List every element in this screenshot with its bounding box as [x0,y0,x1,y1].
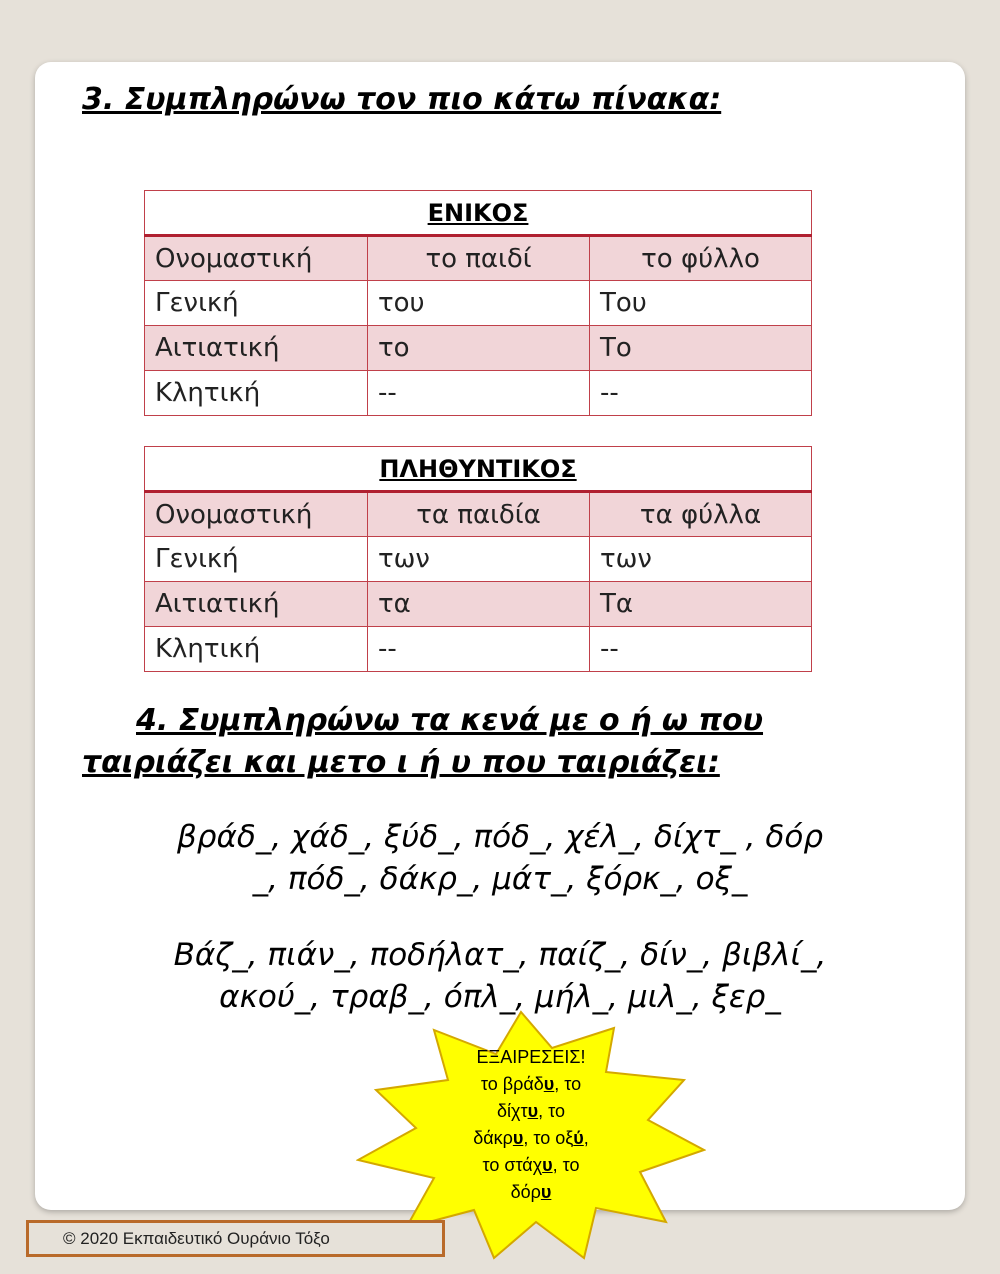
exception-line: το στάχυ, το [482,1155,580,1175]
table-cell: Το [590,326,812,371]
case-label: Αιτιατική [145,326,368,371]
exceptions-text [426,1044,636,1206]
table-cell: του [368,281,590,326]
exception-line: δίχτυ, το [497,1101,565,1121]
word-list-line: ακού_, τραβ_, όπλ_, μήλ_, μιλ_, ξερ_ [219,979,781,1015]
table-cell: τα [368,582,590,627]
table-row [145,537,812,582]
exception-line: δόρυ [510,1182,552,1202]
table-cell: -- [368,627,590,672]
section-3-title: 3. Συμπληρώνω τον πιο κάτω πίνακα: [82,82,722,117]
word-list-o-omega [60,816,940,900]
case-label: Ονομαστική [145,492,368,537]
section-4-title-line2: ταιριάζει και μετο ι ή υ που ταιριάζει: [82,745,720,780]
copyright-footer: © 2020 Εκπαιδευτικό Ουράνιο Τόξο [26,1220,445,1257]
table-cell: τα παιδία [368,492,590,537]
word-list-i-y [60,934,940,1018]
plural-title: ΠΛΗΘΥΝΤΙΚΟΣ [145,447,812,492]
table-cell: Του [590,281,812,326]
table-cell: το φύλλο [590,236,812,281]
table-cell: -- [590,371,812,416]
table-cell: τα φύλλα [590,492,812,537]
singular-title: ΕΝΙΚΟΣ [145,191,812,236]
table-row [145,627,812,672]
table-row [145,582,812,627]
table-row [145,281,812,326]
case-label: Γενική [145,537,368,582]
table-cell: των [590,537,812,582]
section-4-title-line1: 4. Συμπληρώνω τα κενά με ο ή ω που [136,703,764,738]
table-row [145,236,812,281]
table-cell: -- [368,371,590,416]
table-cell: το [368,326,590,371]
case-label: Ονομαστική [145,236,368,281]
table-cell: των [368,537,590,582]
table-cell: το παιδί [368,236,590,281]
singular-table [144,190,812,416]
word-list-line: βράδ_, χάδ_, ξύδ_, πόδ_, χέλ_, δίχτ_ , δόρ [176,819,824,855]
exception-line: δάκρυ, το οξύ, [473,1128,589,1148]
table-cell: -- [590,627,812,672]
exceptions-label: ΕΞΑΙΡΕΣΕΙΣ! [476,1047,586,1067]
table-row [145,371,812,416]
case-label: Γενική [145,281,368,326]
plural-table [144,446,812,672]
table-row [145,326,812,371]
case-label: Αιτιατική [145,582,368,627]
exception-line: το βράδυ, το [480,1074,582,1094]
section-4-title [82,700,842,784]
word-list-line: Βάζ_, πιάν_, ποδήλατ_, παίζ_, δίν_, βιβλί_, [173,937,827,973]
word-list-line: _, πόδ_, δάκρ_, μάτ_, ξόρκ_, οξ_ [252,861,748,897]
table-row [145,492,812,537]
case-label: Κλητική [145,627,368,672]
table-cell: Τα [590,582,812,627]
case-label: Κλητική [145,371,368,416]
